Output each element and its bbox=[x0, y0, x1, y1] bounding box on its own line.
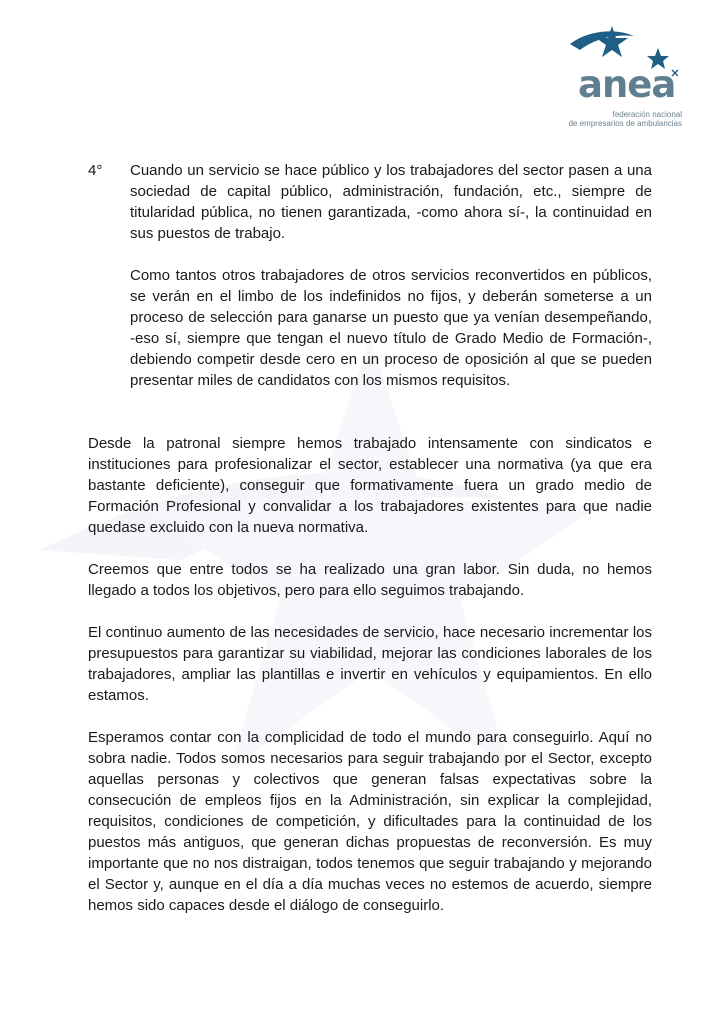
anea-logo bbox=[562, 22, 682, 132]
item-paragraph: Cuando un servicio se hace público y los trabajadores del sector pasen a una sociedad de capital público, administración, fundación, etc., siempre de titularidad pública, no tienen garantizada, -como ahora sí-, la continuidad en sus puestos de trabajo. bbox=[130, 162, 652, 242]
item-paragraph: Como tantos otros trabajadores de otros servicios reconvertidos en públicos, se verán en el limbo de los indefinidos no fijos, y deberán someterse a un proceso de selección para ganarse un puesto que ya venían desempeñando, -eso sí, siempre que tengan el nuevo título de Grado Medio de Formación-, debiendo competir desde cero en un proceso de oposición al que se pueden presentar miles de candidatos con los mismos requisitos. bbox=[130, 267, 652, 389]
body-paragraph: Desde la patronal siempre hemos trabajado intensamente con sindicatos e instituciones para profesionalizar el sector, establecer una normativa (ya que era bastante deficiente), conseguir que formativamente fuera un grado medio de Formación Profesional y convalidar a los trabajadores existentes para que nadie quedase excluido con la nueva normativa. bbox=[88, 435, 652, 536]
body-paragraph: Creemos que entre todos se ha realizado una gran labor. Sin duda, no hemos llegado a todos los objetivos, pero para ello seguimos trabajando. bbox=[88, 561, 652, 599]
numbered-item bbox=[88, 160, 652, 391]
logo-subtitle-line1: federación nacional bbox=[612, 110, 682, 119]
logo-wordmark: anea bbox=[578, 63, 676, 106]
document-body bbox=[88, 160, 652, 916]
item-number: 4° bbox=[88, 162, 103, 179]
logo-subtitle-line2: de empresarios de ambulancias bbox=[568, 119, 682, 128]
body-paragraph: El continuo aumento de las necesidades de servicio, hace necesario incrementar los presupuestos para garantizar su viabilidad, mejorar las condiciones laborales de los trabajadores, ampliar las plantillas e invertir en vehículos y equipamientos. En ello estamos. bbox=[88, 624, 652, 704]
body-paragraph: Esperamos contar con la complicidad de todo el mundo para conseguirlo. Aquí no sobra nadie. Todos somos necesarios para seguir trabajando por el Sector, excepto aquellas personas y colectivos que generan falsas expectativas sobre la consecución de empleos fijos en la Administración, sin explicar la complejidad, requisitos, condiciones de competición, y dificultades para la continuidad de los puestos más antiguos, que generan dichas propuestas de reconversión. Es muy importante que no nos distraigan, todos tenemos que seguir trabajando y mejorando el Sector y, aunque en el día a día muchas veces no estemos de acuerdo, siempre hemos sido capaces desde el diálogo de conseguirlo. bbox=[88, 729, 652, 914]
